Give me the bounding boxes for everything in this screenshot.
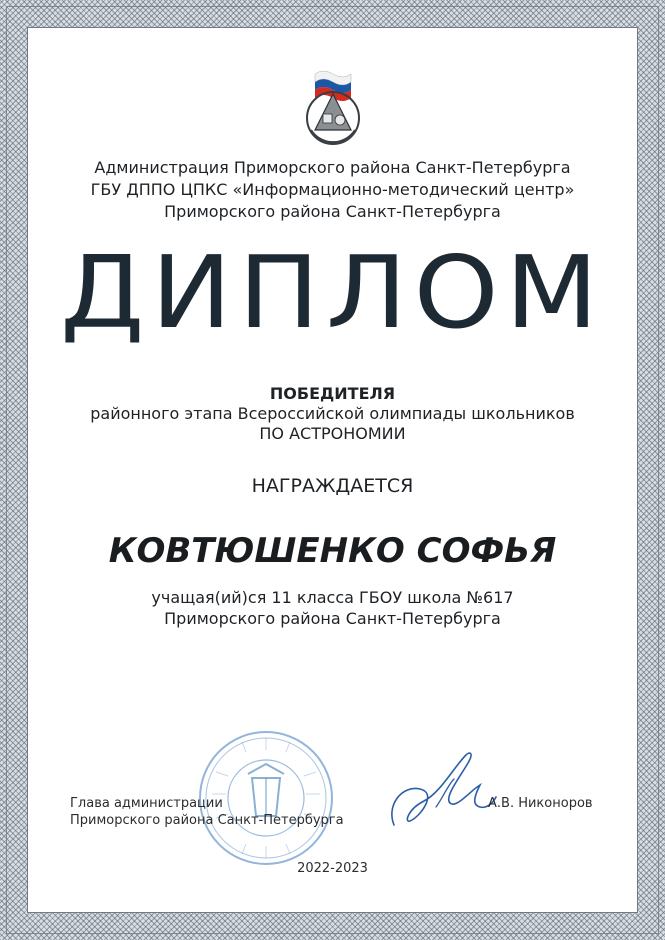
signatory-position-line-1: Глава администрации — [70, 796, 223, 811]
recipient-name: КОВТЮШЕНКО СОФЬЯ — [108, 531, 557, 571]
org-line-1: Администрация Приморского района Санкт-Петербурга — [94, 158, 571, 177]
recipient-line-2: Приморского района Санкт-Петербурга — [164, 609, 501, 628]
achievement-line-1: ПОБЕДИТЕЛЯ — [269, 384, 396, 403]
recipient-line-1: учащая(ий)ся 11 класса ГБОУ школа №617 — [151, 588, 514, 607]
org-line-3: Приморского района Санкт-Петербурга — [164, 202, 501, 221]
awarded-label: НАГРАЖДАЕТСЯ — [251, 475, 414, 497]
handwritten-signature-icon — [380, 745, 500, 835]
signatory-name: А.В. Никоноров — [488, 796, 593, 811]
olympiad-emblem-icon — [293, 70, 373, 150]
org-line-2: ГБУ ДППО ЦПКС «Информационно-методический центр» — [90, 180, 575, 199]
diploma-title: ДИПЛОМ — [60, 234, 605, 351]
academic-year: 2022-2023 — [297, 861, 368, 876]
signatory-position-line-2: Приморского района Санкт-Петербурга — [70, 813, 344, 828]
achievement-line-3: ПО АСТРОНОМИИ — [259, 424, 406, 443]
achievement-line-2: районного этапа Всероссийской олимпиады школьников — [90, 404, 575, 423]
